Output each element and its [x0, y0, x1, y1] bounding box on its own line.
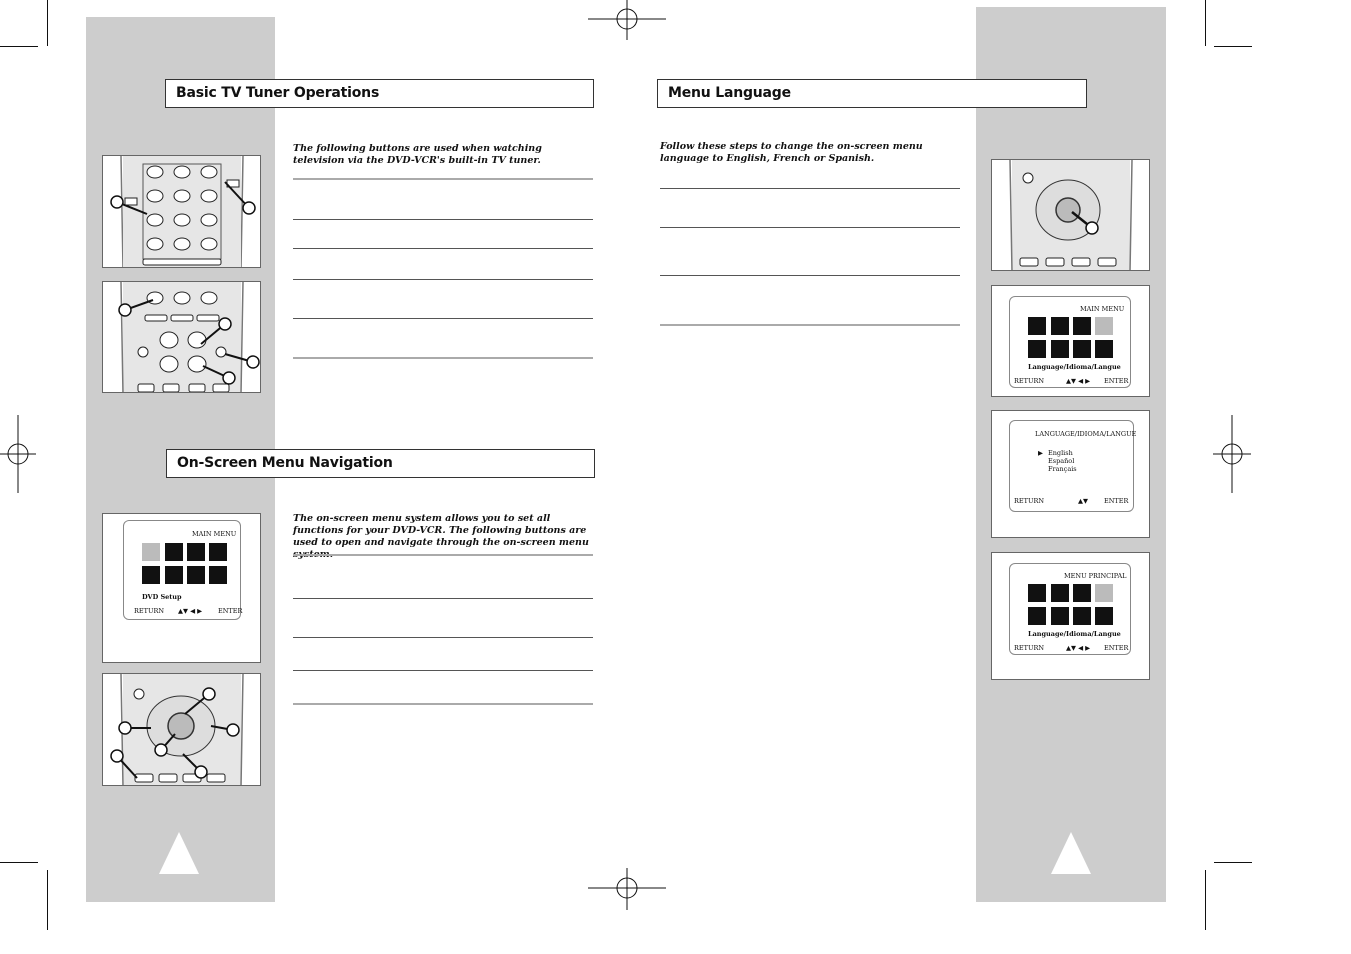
bulb-icon	[1051, 607, 1069, 625]
door-icon	[1095, 607, 1113, 625]
intro-text-basic-tv: The following buttons are used when watching television via the DVD-VCR's built-in TV tuner.	[293, 143, 542, 166]
section-title-text: Basic TV Tuner Operations	[176, 85, 380, 101]
osd-enter-label: ENTER	[1104, 644, 1129, 652]
bulb-icon	[1051, 340, 1069, 358]
section-title-onscreen-nav	[166, 449, 595, 478]
remote-keypad-illustration	[102, 155, 261, 268]
divider	[293, 318, 593, 319]
osd-return-label: RETURN	[1014, 377, 1045, 385]
section-title-text: On-Screen Menu Navigation	[177, 455, 393, 471]
crop-mark	[0, 46, 38, 47]
osd-arrows: ▲▼ ◀ ▶	[1066, 377, 1091, 385]
remote-dpad-enter-illustration	[991, 159, 1150, 271]
crop-mark	[1205, 870, 1206, 930]
divider	[660, 188, 960, 189]
osd-title: LANGUAGE/IDIOMA/LANGUE	[1035, 430, 1137, 438]
remote-dpad-drawing	[103, 674, 261, 786]
display-icon	[187, 543, 205, 561]
registration-mark-left	[0, 415, 36, 493]
osd-return-label: RETURN	[1014, 644, 1045, 652]
language-option-francais[interactable]: Français	[1048, 465, 1077, 473]
remote-transport-drawing	[103, 282, 261, 393]
osd-caption: DVD Setup	[142, 593, 182, 601]
page-tab-triangle-left	[159, 832, 199, 874]
section-title-menu-language	[657, 79, 1087, 108]
crop-mark	[1214, 46, 1252, 47]
vcr-icon	[1051, 584, 1069, 602]
antenna-icon	[1073, 607, 1091, 625]
crop-mark	[1205, 0, 1206, 46]
door-icon	[1095, 340, 1113, 358]
osd-screen	[1009, 563, 1131, 655]
remote-dpad-enter-drawing	[992, 160, 1150, 271]
osd-enter-label: ENTER	[1104, 497, 1129, 505]
vcr-icon	[1051, 317, 1069, 335]
osd-title: MAIN MENU	[1080, 305, 1125, 313]
remote-dpad-illustration	[102, 673, 261, 786]
divider	[293, 637, 593, 638]
crop-mark	[0, 862, 38, 863]
osd-enter-label: ENTER	[1104, 377, 1129, 385]
divider	[293, 670, 593, 671]
section-title-basic-tv	[165, 79, 594, 108]
language-option-espanol[interactable]: Español	[1048, 457, 1075, 465]
vcr-icon	[165, 543, 183, 561]
list-icon	[1028, 607, 1046, 625]
dvd-setup-icon	[1028, 317, 1046, 335]
osd-caption: Language/Idioma/Langue	[1028, 630, 1121, 638]
divider	[293, 598, 593, 599]
list-icon	[1028, 340, 1046, 358]
osd-arrows: ▲▼ ◀ ▶	[1066, 644, 1091, 652]
globe-icon	[1095, 584, 1113, 602]
dvd-setup-icon	[142, 543, 160, 561]
osd-menu-principal-figure	[991, 552, 1150, 680]
osd-caption: Language/Idioma/Langue	[1028, 363, 1121, 371]
dvd-setup-icon	[1028, 584, 1046, 602]
divider	[293, 178, 593, 180]
globe-icon	[1095, 317, 1113, 335]
crop-mark	[1214, 862, 1252, 863]
osd-screen	[123, 520, 241, 620]
osd-return-label: RETURN	[1014, 497, 1045, 505]
divider	[293, 248, 593, 249]
intro-text-onscreen-nav: The on-screen menu system allows you to set all functions for your DVD-VCR. The following buttons are used to open and navigate through the on-screen menu	[293, 513, 589, 548]
divider	[293, 554, 593, 556]
osd-main-menu-figure	[102, 513, 261, 663]
osd-screen	[1009, 420, 1137, 512]
section-title-text: Menu Language	[668, 85, 791, 101]
remote-transport-illustration	[102, 281, 261, 393]
registration-mark-right	[1213, 415, 1251, 493]
osd-title: MAIN MENU	[192, 530, 237, 538]
divider	[293, 357, 593, 359]
door-icon	[209, 566, 227, 584]
antenna-icon	[187, 566, 205, 584]
divider	[660, 324, 960, 326]
divider	[293, 279, 593, 280]
antenna-icon	[1073, 340, 1091, 358]
osd-arrows: ▲▼	[1078, 497, 1088, 505]
display-icon	[1073, 584, 1091, 602]
globe-icon	[209, 543, 227, 561]
osd-return-label: RETURN	[134, 607, 165, 615]
crop-mark	[47, 870, 48, 930]
registration-mark-top	[588, 0, 666, 40]
language-option-english[interactable]: English	[1048, 449, 1073, 457]
selection-marker: ▶	[1038, 449, 1043, 457]
divider	[660, 275, 960, 276]
divider	[293, 219, 593, 220]
display-icon	[1073, 317, 1091, 335]
osd-language-select-figure	[991, 410, 1150, 538]
bulb-icon	[165, 566, 183, 584]
page-tab-triangle-right	[1051, 832, 1091, 874]
osd-title: MENU PRINCIPAL	[1064, 572, 1127, 580]
list-icon	[142, 566, 160, 584]
registration-mark-bottom	[588, 868, 666, 910]
osd-arrows: ▲▼ ◀ ▶	[178, 607, 203, 615]
osd-enter-label: ENTER	[218, 607, 243, 615]
divider	[293, 703, 593, 705]
intro-text-menu-language: Follow these steps to change the on-screen menu language to English, French or Spanish.	[660, 141, 923, 164]
remote-keypad-drawing	[103, 156, 261, 268]
crop-mark	[47, 0, 48, 46]
osd-screen	[1009, 296, 1131, 388]
divider	[660, 227, 960, 228]
osd-main-menu-language-figure	[991, 285, 1150, 397]
